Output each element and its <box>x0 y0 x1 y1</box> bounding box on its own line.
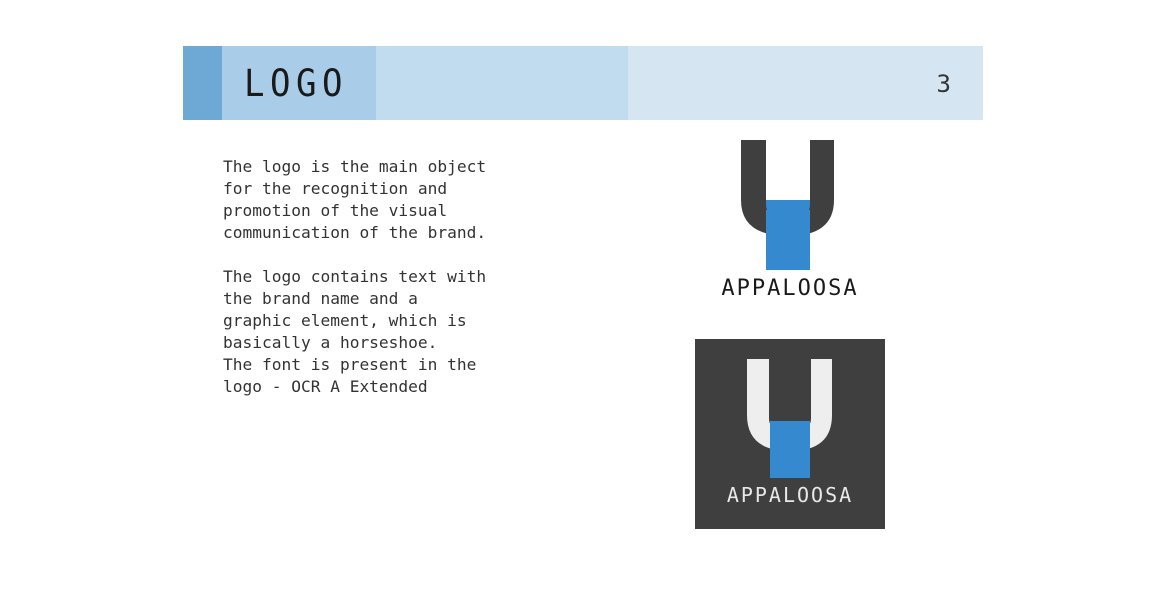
paragraph-1: The logo is the main object for the recognition and promotion of the visual communication of the brand. <box>223 157 487 242</box>
header-block-middle <box>376 46 628 120</box>
brand-wordmark-inverted: APPALOOSA <box>726 483 854 507</box>
logo-light-version <box>700 140 880 305</box>
header-block-right <box>628 46 983 120</box>
header-block-accent <box>183 46 222 120</box>
header-bar <box>183 46 983 120</box>
description-text <box>223 156 553 398</box>
page-number: 3 <box>936 70 951 98</box>
horseshoe-icon-inverted <box>695 339 885 479</box>
paragraph-2: The logo contains text with the brand name and a graphic element, which is basically a horseshoe. The font is present in the logo - OCR A Extended <box>223 267 487 396</box>
brand-wordmark: APPALOOSA <box>721 276 859 301</box>
logo-dark-version <box>695 339 885 529</box>
page-title: LOGO <box>244 62 349 105</box>
horseshoe-icon <box>700 140 880 275</box>
